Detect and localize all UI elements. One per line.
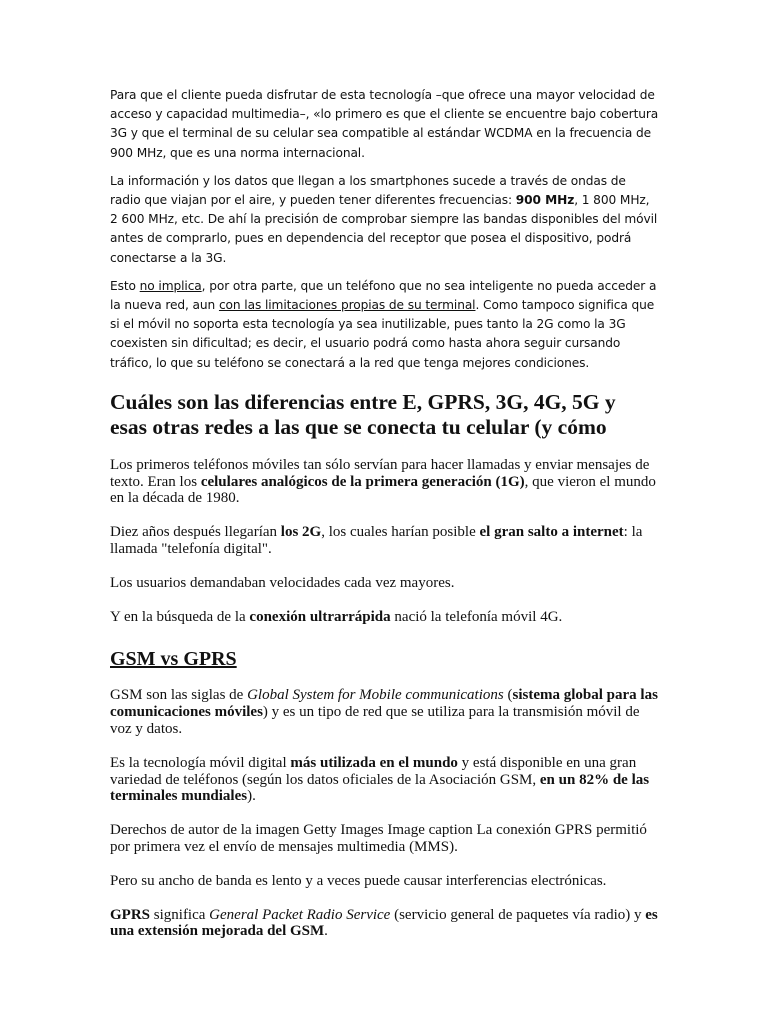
paragraph-ancho-banda <box>110 873 660 890</box>
bold-text: en un 82% de las terminales mundiales <box>110 771 650 805</box>
paragraph-text: , los cuales harían posible <box>321 524 480 541</box>
paragraph-gsm-usage <box>110 755 660 805</box>
link-no-implica[interactable]: no implica <box>139 278 202 293</box>
bold-text: celulares analógicos de la primera generación (1G) <box>200 473 525 490</box>
paragraph-text: Esto <box>110 278 140 293</box>
paragraph-text: y está disponible en una gran variedad de teléfonos (según los datos oficiales de la Asociación GSM, <box>110 754 637 788</box>
paragraph-text: significa <box>150 906 210 923</box>
paragraph-text: GSM son las siglas de <box>110 687 248 704</box>
bold-frequency: 900 MHz <box>515 193 575 208</box>
paragraph-text: ). <box>247 788 256 805</box>
paragraph-text: Los primeros teléfonos móviles tan sólo servían para hacer llamadas y enviar mensajes de texto. Eran los <box>110 456 650 490</box>
paragraph-text: : la llamada "telefonía digital". <box>110 524 643 558</box>
bold-text: más utilizada en el mundo <box>290 754 458 771</box>
paragraph-compatibility <box>110 277 660 373</box>
paragraph-text: . Como tampoco significa que si el móvil no soporta esta tecnología ya sea inutilizable, pues tanto la 2G como la 3G coexisten sin dificultad; es decir, el usuario podrá como hasta ahora seguir cursando tráfico, lo que su teléfono se conectará a la red que tenga mejores condiciones. <box>110 298 655 370</box>
paragraph-2g <box>110 524 660 558</box>
paragraph-text: Y en la búsqueda de la <box>110 608 250 625</box>
paragraph-text: , por otra parte, que un teléfono que no sea inteligente no pueda acceder a la nueva red, aun <box>110 278 657 313</box>
link-limitaciones-terminal[interactable]: con las limitaciones propias de su terminal <box>218 298 476 313</box>
bold-text: conexión ultrarrápida <box>249 608 391 625</box>
paragraph-text: Diez años después llegarían <box>110 524 281 541</box>
paragraph-text: Es la tecnología móvil digital <box>110 754 291 771</box>
paragraph-text: nació la telefonía móvil 4G. <box>390 608 563 625</box>
paragraph-text: (servicio general de paquetes vía radio) y <box>390 906 646 923</box>
paragraph-gsm-definition <box>110 687 660 737</box>
paragraph-4g <box>110 609 660 626</box>
paragraph-1g <box>110 457 660 507</box>
heading-line: Cuáles son las diferencias entre E, GPRS, 3G, 4G, 5G y <box>110 389 616 414</box>
heading-line: esas otras redes a las que se conecta tu celular (y cómo <box>110 415 607 440</box>
paragraph-text: . <box>324 923 328 940</box>
paragraph-3g-requirements <box>110 86 660 163</box>
italic-text: Global System for Mobile communications <box>247 687 504 704</box>
paragraph-image-caption <box>110 822 660 856</box>
document-page <box>110 86 660 957</box>
paragraph-text: , 1 800 MHz, 2 600 MHz, etc. De ahí la precisión de comprobar siempre las bandas disponibles del móvil antes de comprarlo, pues en dependencia del receptor que posea el dispositivo, podrá conectarse a la 3G. <box>110 193 658 265</box>
bold-text: GPRS <box>110 906 151 923</box>
bold-text: sistema global para las comunicaciones móviles <box>110 687 658 721</box>
paragraph-text: , que vieron el mundo en la década de 1980. <box>110 473 656 507</box>
paragraph-text: Pero su ancho de banda es lento y a veces puede causar interferencias electrónicas. <box>110 872 607 889</box>
paragraph-text: Para que el cliente pueda disfrutar de esta tecnología –que ofrece una mayor velocidad de acceso y capacidad multimedia–, «lo primero es que el cliente se encuentre bajo cobertura 3G y que el terminal de su celular sea compatible al estándar WCDMA en la frecuencia de 900 MHz, que es una norma internacional. <box>110 88 659 160</box>
paragraph-text: La información y los datos que llegan a los smartphones sucede a través de ondas de radio que viajan por el aire, y pueden tener diferentes frecuencias: <box>110 173 626 208</box>
bold-text: los 2G <box>280 524 322 541</box>
section-heading-diferencias <box>110 390 660 441</box>
bold-text: el gran salto a internet <box>479 524 624 541</box>
paragraph-text: Los usuarios demandaban velocidades cada vez mayores. <box>110 574 455 591</box>
italic-text: General Packet Radio Service <box>209 906 391 923</box>
paragraph-frequencies <box>110 172 660 268</box>
paragraph-text: ) y es un tipo de red que se utiliza para la transmisión móvil de voz y datos. <box>110 704 640 738</box>
section-heading-gsm-vs-gprs: GSM vs GPRS <box>110 648 237 671</box>
paragraph-text: ( <box>503 687 513 704</box>
paragraph-gprs-definition <box>110 907 660 941</box>
paragraph-text: Derechos de autor de la imagen Getty Images Image caption La conexión GPRS permitió por primera vez el envío de mensajes multimedia (MMS). <box>110 822 647 855</box>
bold-text: es una extensión mejorada del GSM <box>110 906 658 940</box>
paragraph-velocidades <box>110 575 660 592</box>
